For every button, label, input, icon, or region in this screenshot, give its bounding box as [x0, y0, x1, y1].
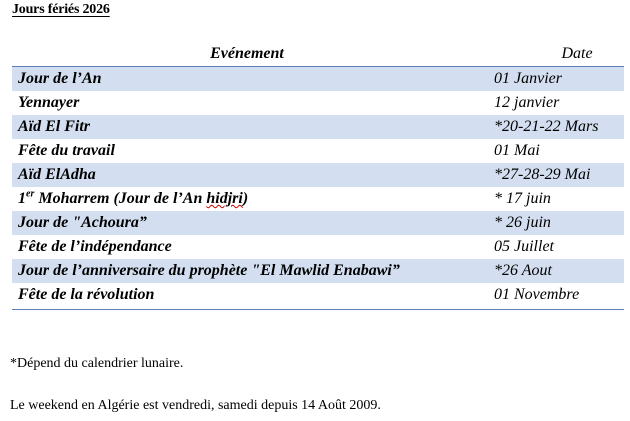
date-cell: * 17 juin	[494, 190, 551, 207]
date-cell: *26 Aout	[494, 262, 552, 279]
table-row	[12, 139, 624, 163]
event-cell: Yennayer	[18, 94, 80, 111]
event-cell	[18, 190, 248, 208]
weekend-note: Le weekend en Algérie est vendredi, samedi depuis 14 Août 2009.	[10, 398, 381, 413]
event-cell: Fête de l’indépendance	[18, 238, 172, 255]
table-row	[12, 67, 624, 91]
table-row	[12, 211, 624, 235]
table-header-row	[12, 44, 624, 67]
event-text-end: )	[242, 190, 249, 207]
table-row	[12, 91, 624, 115]
event-cell: Fête du travail	[18, 142, 115, 159]
date-cell: *27-28-29 Mai	[494, 166, 591, 183]
table-row	[12, 187, 624, 211]
table-row	[12, 163, 624, 187]
spellcheck-flagged-word: hidjri	[206, 190, 243, 207]
date-cell: * 26 juin	[494, 214, 551, 231]
date-column-header: Date	[561, 45, 593, 62]
date-cell: 12 janvier	[494, 94, 560, 111]
table-row	[12, 115, 624, 139]
event-column-header: Evénement	[210, 45, 284, 62]
table-bottom-rule	[12, 309, 624, 310]
event-cell: Aïd El Fitr	[18, 118, 91, 135]
event-cell: Jour de l’An	[18, 70, 102, 87]
date-cell: 01 Novembre	[494, 286, 580, 303]
table-row	[12, 259, 624, 283]
table-row	[12, 235, 624, 259]
date-cell: 05 Juillet	[494, 238, 554, 255]
event-ordinal: 1	[18, 190, 26, 207]
table-row	[12, 283, 624, 307]
holidays-table	[12, 44, 624, 310]
event-ordinal-suffix: er	[26, 188, 35, 200]
page-title: Jours fériés 2026	[12, 2, 110, 17]
event-cell: Jour de "Achoura”	[18, 214, 147, 231]
event-cell: Jour de l’anniversaire du prophète "El Mawlid Enabawi”	[18, 262, 400, 279]
lunar-footnote: *Dépend du calendrier lunaire.	[10, 356, 184, 371]
date-cell: 01 Mai	[494, 142, 540, 159]
event-text: Moharrem (Jour de l’An	[34, 190, 207, 207]
date-cell: *20-21-22 Mars	[494, 118, 599, 135]
event-cell: Aïd ElAdha	[18, 166, 96, 183]
event-cell: Fête de la révolution	[18, 286, 155, 303]
date-cell: 01 Janvier	[494, 70, 562, 87]
